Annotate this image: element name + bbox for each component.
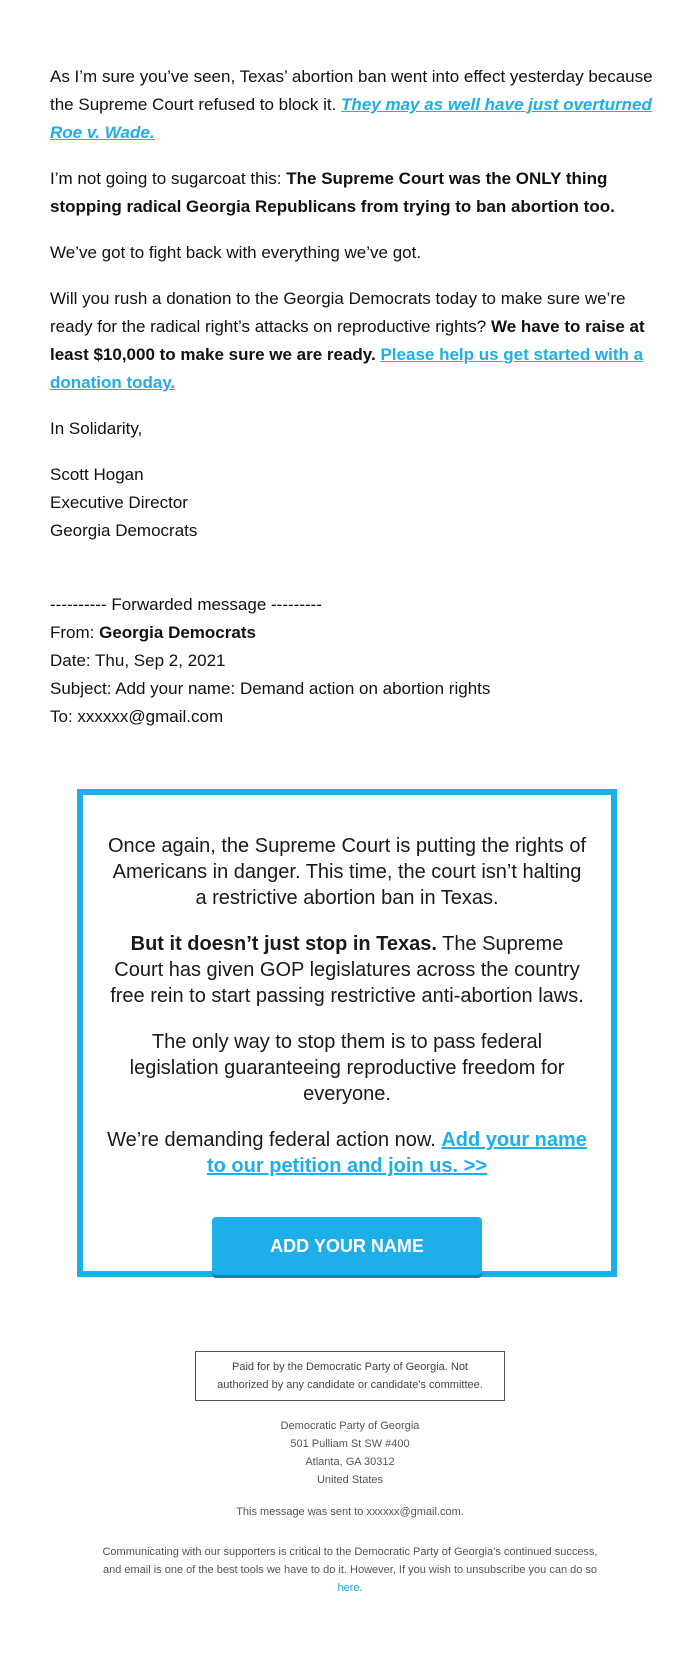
signature-org: Georgia Democrats <box>50 521 198 540</box>
petition-link[interactable]: Add your name to our petition and join us. >> <box>207 1129 587 1177</box>
signature-name: Scott Hogan <box>50 465 144 484</box>
petition-paragraph-3: The only way to stop them is to pass federal legislation guaranteeing reproductive freedom for everyone. <box>129 1031 565 1105</box>
closing: In Solidarity, <box>50 419 143 438</box>
paid-for-disclaimer: Paid for by the Democratic Party of Georgia. Not authorized by any candidate or candidate's committee. <box>195 1351 505 1401</box>
forwarded-to: To: xxxxxx@gmail.com <box>50 707 224 726</box>
petition-paragraph-2: But it doesn’t just stop in Texas. The Supreme Court has given GOP legislatures across the country free rein to start passing restrictive anti-abortion laws. <box>110 933 584 1007</box>
signature <box>50 461 664 545</box>
petition-box <box>77 789 617 1277</box>
forwarded-message-header <box>50 591 664 731</box>
intro-paragraph-3: We’ve got to fight back with everything we’ve got. <box>50 243 422 262</box>
petition-paragraph-4: We’re demanding federal action now. Add your name to our petition and join us. >> <box>107 1129 587 1177</box>
intro-paragraph-1: As I’m sure you’ve seen, Texas’ abortion ban went into effect yesterday because the Supreme Court refused to block it. They may as well have just overturned Roe v. Wade. <box>50 67 653 142</box>
forwarded-separator: ---------- Forwarded message --------- <box>50 595 322 614</box>
forwarded-from: From: Georgia Democrats <box>50 623 256 642</box>
unsubscribe-link[interactable]: here <box>337 1582 360 1594</box>
forwarded-subject: Subject: Add your name: Demand action on abortion rights <box>50 679 491 698</box>
intro-paragraph-2: I’m not going to sugarcoat this: The Supreme Court was the ONLY thing stopping radical Georgia Republicans from trying to ban abortion too. <box>50 169 615 216</box>
intro-paragraph-4: Will you rush a donation to the Georgia Democrats today to make sure we’re ready for the radical right’s attacks on reproductive rights? We have to raise at least $10,000 to make sure we are ready. Please help us get started with a donation today. <box>50 289 645 392</box>
petition-paragraph-1: Once again, the Supreme Court is putting the rights of Americans in danger. This time, the court isn’t halting a restrictive abortion ban in Texas. <box>107 835 587 909</box>
recipient-email: xxxxxx@gmail.com. <box>366 1506 464 1518</box>
forwarded-date: Date: Thu, Sep 2, 2021 <box>50 651 226 670</box>
signature-title: Executive Director <box>50 493 188 512</box>
mailing-address: Democratic Party of Georgia 501 Pulliam St SW #400 Atlanta, GA 30312 United States <box>280 1420 420 1486</box>
roe-link[interactable]: They may as well have just overturned Roe v. Wade. <box>50 95 652 142</box>
unsubscribe-notice: Communicating with our supporters is critical to the Democratic Party of Georgia’s continued success, and email is one of the best tools we have to do it. However, If you wish to unsubscribe you can do so here. <box>102 1546 598 1594</box>
sent-to-notice: This message was sent to xxxxxx@gmail.com. <box>236 1506 464 1518</box>
add-your-name-button[interactable]: ADD YOUR NAME <box>212 1217 482 1275</box>
footer <box>0 1351 700 1597</box>
donate-link[interactable]: Please help us get started with a donation today. <box>50 345 644 392</box>
email-body <box>50 0 664 1277</box>
